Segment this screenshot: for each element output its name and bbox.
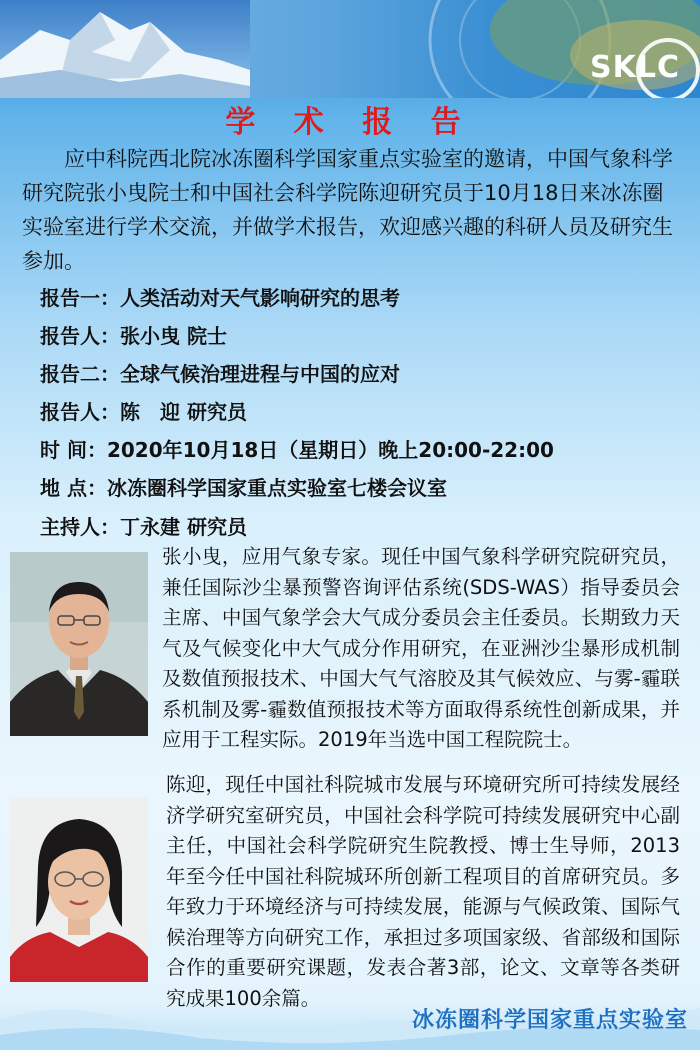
talk1-title: 报告一：人类活动对天气影响研究的思考 (40, 286, 400, 310)
event-location: 地 点：冰冻圈科学国家重点实验室七楼会议室 (40, 476, 447, 500)
event-host: 主持人：丁永建 研究员 (40, 515, 247, 539)
header-banner (0, 0, 700, 98)
speaker2-photo (10, 797, 148, 982)
speaker1-photo (10, 552, 148, 736)
speaker1-bio: 张小曳，应用气象专家。现任中国气象科学研究院研究员，兼任国际沙尘暴预警咨询评估系统(SDS-WAS）指导委员会主席、中国气象学会大气成分委员会主任委员。长期致力天气及气候变化中大气成分作用研究，在亚洲沙尘暴形成机制及数值预报技术、中国大气气溶胶及其气候效应、与雾-霾联系机制及雾-霾数值预报技术等方面取得系统性创新成果，并应用于工程实际。2019年当选中国工程院院士。 (162, 545, 680, 751)
intro-paragraph: 应中科院西北院冰冻圈科学国家重点实验室的邀请，中国气象科学研究院张小曳院士和中国社会科学院陈迎研究员于10月18日来冰冻圈实验室进行学术交流，并做学术报告，欢迎感兴趣的科研人员及研究生参加。 (22, 147, 673, 273)
talk2-speaker: 报告人：陈 迎 研究员 (40, 400, 247, 424)
footer-lab-name: 冰冻圈科学国家重点实验室 (411, 1008, 688, 1033)
event-time: 时 间：2020年10月18日（星期日）晚上20:00-22:00 (40, 438, 554, 462)
talk2-title: 报告二：全球气候治理进程与中国的应对 (40, 362, 400, 386)
lab-logo: SKLC (590, 50, 680, 85)
page-title: 学 术 报 告 (225, 105, 475, 140)
talk1-speaker: 报告人：张小曳 院士 (40, 324, 227, 348)
speaker2-bio: 陈迎，现任中国社科院城市发展与环境研究所可持续发展经济学研究室研究员，中国社会科学院可持续发展研究中心副主任，中国社会科学院研究生院教授、博士生导师，2013年至今任中国社科院城环所创新工程项目的首席研究员。多年致力于环境经济与可持续发展，能源与气候政策、国际气候治理等方向研究工作，承担过多项国家级、省部级和国际合作的重要研究课题，发表合著3部，论文、文章等各类研究成果100余篇。 (166, 773, 680, 1010)
